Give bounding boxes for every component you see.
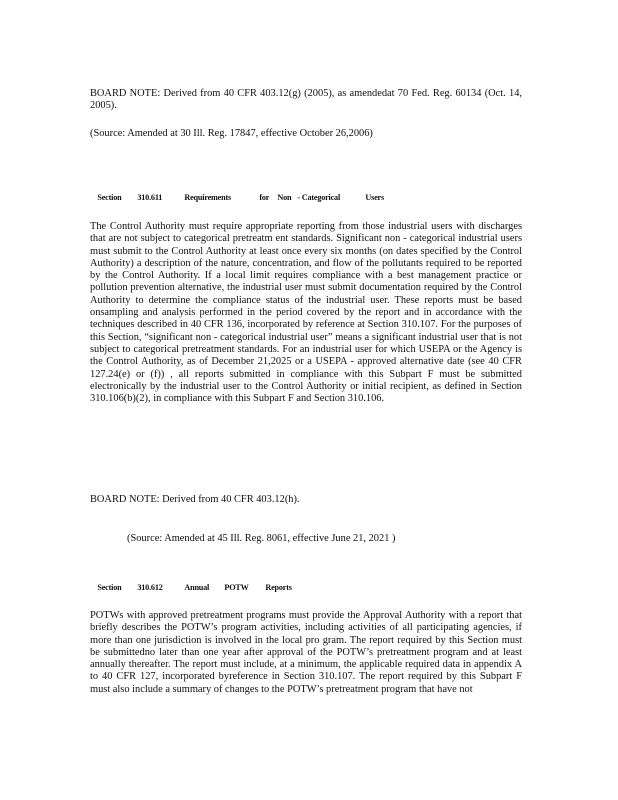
section-label: Section — [97, 193, 122, 202]
heading-word: Users — [365, 193, 384, 202]
board-note-1: BOARD NOTE: Derived from 40 CFR 403.12(g) (2005), as amendedat 70 Fed. Reg. 60134 (Oct. 14, 2005). — [90, 88, 522, 112]
heading-word: Non — [277, 193, 292, 202]
section-310-612-body: POTWs with approved pretreatment programs must provide the Approval Authority with a report that briefly describes the POTW’s program activities, including activities of all participating agencies, if more than one jurisdiction is involved in the local pro gram. The report required by this Section must be submittedno later than one year after approval of the POTW’s pretreatment program and at least annually thereafter. The report must include, at a minimum, the applicable required data in appendix A to 40 CFR 127, incorporated byreference in Section 310.107. The report required by this Subpart F must also include a summary of changes to the POTW’s pretreatment program that have not — [90, 610, 522, 695]
heading-word: POTW — [224, 583, 249, 592]
section-number: 310.612 — [137, 583, 163, 592]
section-label: Section — [97, 583, 122, 592]
source-note-2: (Source: Amended at 45 Ill. Reg. 8061, effective June 21, 2021 ) — [127, 533, 396, 544]
source-note-1: (Source: Amended at 30 Ill. Reg. 17847, effective October 26,2006) — [90, 128, 373, 139]
heading-word: Reports — [265, 583, 292, 592]
heading-word: Requirements — [184, 193, 231, 202]
section-310-611-heading — [90, 184, 530, 211]
heading-word: - Categorical — [297, 193, 341, 202]
board-note-2: BOARD NOTE: Derived from 40 CFR 403.12(h). — [90, 494, 300, 505]
section-310-611-body: The Control Authority must require appropriate reporting from those industrial users with discharges that are not subject to categorical pretreatm ent standards. Significant non - categorical industrial users must submit to the Control Authority at least once every six months (on dates specified by the Control Authority) a description of the nature, concentration, and flow of the pollutants required to be reported by the Control Authority. If a local limit requires compliance with a best management practice or pollution prevention alternative, the industrial user must submit documentation required by the Control Authority to determine the compliance status of the industrial user. These reports must be based onsampling and analysis performed in the period covered by the report and in accordance with the techniques described in 40 CFR 136, incorporated by reference at Section 310.107. For the purposes of this Section, “significant non - categorical industrial user” means a significant industrial user that is not subject to categorical pretreatment standards. For an industrial user for which USEPA or the Agency is the Control Authority, as of December 21,2025 or a USEPA - approved alternative date (see 40 CFR 127.24(e) or (f)) , all reports submitted in compliance with this Subpart F must be submitted electronically by the industrial user to the Control Authority or initial recipient, as defined in Section 310.106(b)(2), in compliance with this Subpart F and Section 310.106. — [90, 221, 522, 405]
section-310-612-heading — [90, 574, 530, 601]
heading-word: for — [259, 193, 270, 202]
heading-word: Annual — [184, 583, 210, 592]
section-number: 310.611 — [137, 193, 163, 202]
